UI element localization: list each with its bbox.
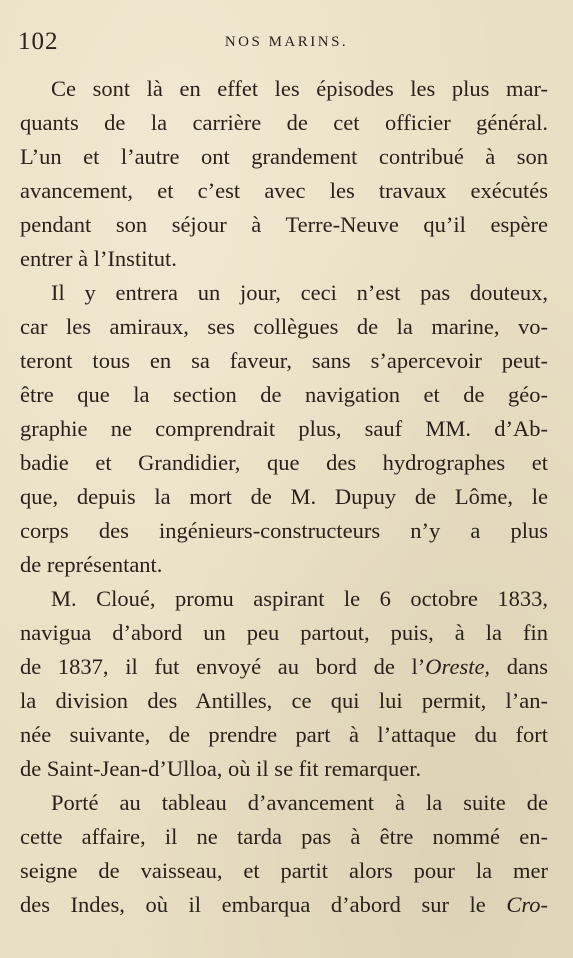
ship-name-italic: Cro-	[506, 892, 548, 917]
page-number: 102	[18, 28, 59, 55]
text-line: la division des Antilles, ce qui lui permit, l’an-	[20, 688, 548, 713]
text-segment: des Indes, où il embarqua d’abord sur le	[20, 892, 507, 917]
text-line: seigne de vaisseau, et partit alors pour la mer	[20, 858, 548, 883]
text-line: Ce sont là en effet les épisodes les plus mar-	[51, 76, 548, 101]
page-header	[0, 28, 573, 58]
text-line: navigua d’abord un peu partout, puis, à la fin	[20, 620, 548, 645]
text-line: teront tous en sa faveur, sans s’apercevoir peut-	[20, 348, 548, 373]
text-line: pendant son séjour à Terre-Neuve qu’il espère	[20, 212, 548, 237]
ship-name-italic: Oreste,	[425, 654, 491, 679]
text-line: entrer à l’Institut.	[20, 246, 177, 271]
text-line: que, depuis la mort de M. Dupuy de Lôme, le	[20, 484, 548, 509]
text-line-with-italic	[20, 650, 548, 684]
running-title: NOS MARINS.	[224, 34, 349, 50]
text-segment: dans	[490, 654, 548, 679]
text-line: quants de la carrière de cet officier général.	[20, 110, 548, 135]
text-line: de représentant.	[20, 552, 163, 577]
text-line: être que la section de navigation et de géo-	[20, 382, 548, 407]
text-line: Il y entrera un jour, ceci n’est pas douteux,	[51, 280, 548, 305]
text-line: M. Cloué, promu aspirant le 6 octobre 1833,	[51, 586, 548, 611]
text-line: corps des ingénieurs-constructeurs n’y a plus	[20, 518, 548, 543]
text-line: née suivante, de prendre part à l’attaque du fort	[20, 722, 548, 747]
text-line: cette affaire, il ne tarda pas à être nommé en-	[20, 824, 548, 849]
text-line-with-italic	[20, 888, 548, 922]
text-segment: de 1837, il fut envoyé au bord de l’	[20, 654, 426, 679]
text-line: graphie ne comprendrait plus, sauf MM. d’Ab-	[20, 416, 548, 441]
text-line: de Saint-Jean-d’Ulloa, où il se fit remarquer.	[20, 756, 422, 781]
text-line: badie et Grandidier, que des hydrographes et	[20, 450, 548, 475]
text-line: avancement, et c’est avec les travaux exécutés	[20, 178, 548, 203]
text-line: Porté au tableau d’avancement à la suite de	[51, 790, 548, 815]
text-line: L’un et l’autre ont grandement contribué à son	[20, 144, 548, 169]
text-line: car les amiraux, ses collègues de la marine, vo-	[20, 314, 548, 339]
body-text	[20, 72, 548, 922]
